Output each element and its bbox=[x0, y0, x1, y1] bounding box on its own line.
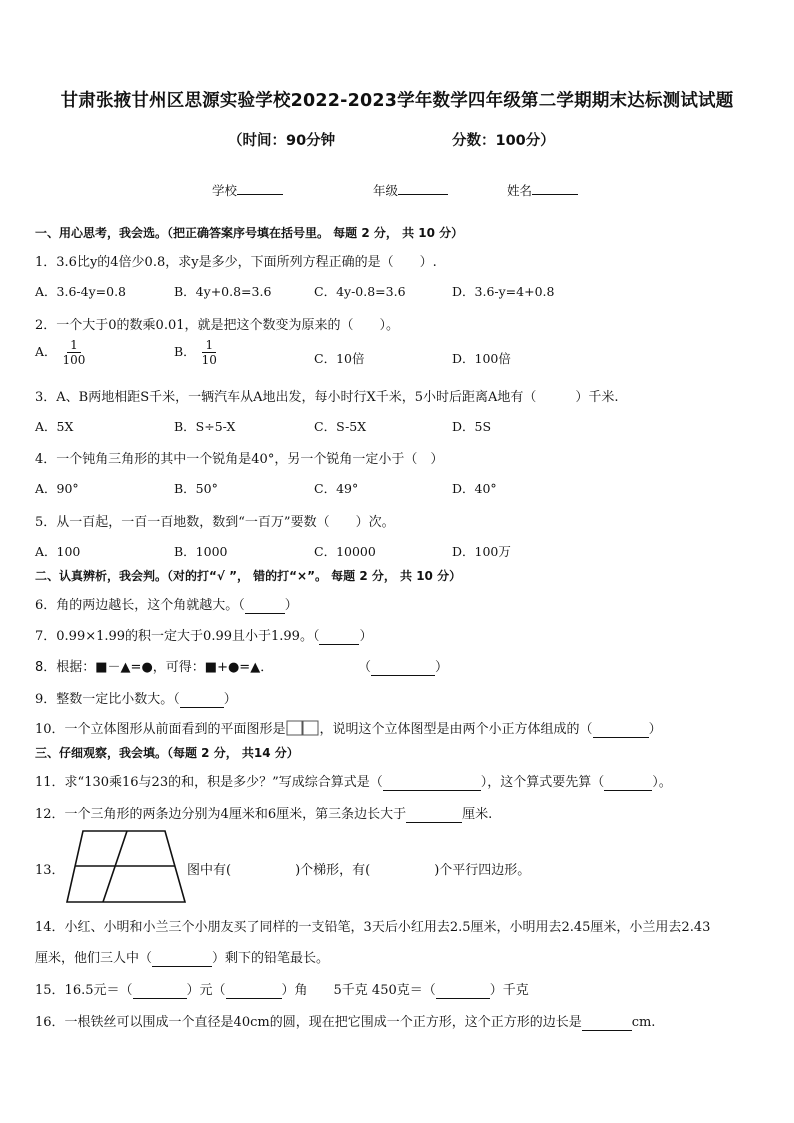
q13-parallelogram-blank[interactable] bbox=[370, 863, 434, 878]
school-blank[interactable] bbox=[237, 182, 283, 195]
q16-unit: cm. bbox=[631, 1015, 656, 1030]
q3-option-d[interactable]: D．5S bbox=[452, 419, 492, 434]
question-6 bbox=[35, 594, 298, 614]
q12-unit: 厘米. bbox=[462, 807, 493, 822]
question-5: 5．从一百起，一百一百地数，数到“一百万”要数（ ）次。 bbox=[35, 515, 395, 530]
question-10 bbox=[35, 718, 662, 738]
name-field[interactable] bbox=[507, 181, 578, 199]
section-1-heading: 一、用心思考，我会选。（把正确答案序号填在括号里。 每题 2 分， 共 10 分） bbox=[35, 226, 464, 240]
page-title: 甘肃张掖甘州区思源实验学校2022-2023学年数学四年级第二学期期末达标测试试题 bbox=[60, 91, 734, 111]
fraction-numerator: 1 bbox=[67, 338, 81, 353]
q4-option-b[interactable]: B．50° bbox=[174, 481, 218, 496]
question-13-number: 13． bbox=[35, 863, 65, 878]
q2-option-d[interactable]: D．100倍 bbox=[452, 351, 511, 366]
question-1: 1．3.6比y的4倍少0.8，求y是多少，下面所列方程正确的是（ ）. bbox=[35, 255, 437, 270]
grade-field[interactable] bbox=[373, 181, 448, 199]
grade-label: 年级 bbox=[373, 183, 399, 198]
question-8: 8．根据：■－▲=●，可得：■+●=▲． bbox=[35, 660, 274, 675]
question-14-line2 bbox=[35, 947, 329, 967]
score-label: 分数：100分） bbox=[452, 133, 555, 149]
q15-yuan-blank[interactable] bbox=[133, 983, 187, 999]
q1-option-d[interactable]: D．3.6-y=4+0.8 bbox=[452, 284, 555, 299]
q15-e: ）千克 bbox=[489, 983, 529, 998]
q11-first-step-blank[interactable] bbox=[604, 775, 652, 791]
q8-open: （ bbox=[358, 660, 372, 675]
q14-end: ）剩下的铅笔最长。 bbox=[212, 951, 330, 966]
q13-trapezoid-blank[interactable] bbox=[231, 863, 295, 878]
q7-stem: 7．0.99×1.99的积一定大于0.99且小于1.99。（ bbox=[35, 629, 320, 644]
question-15 bbox=[35, 979, 529, 999]
fraction-denominator: 100 bbox=[62, 353, 86, 367]
q15-jiao-blank[interactable] bbox=[226, 983, 282, 999]
question-2: 2．一个大于0的数乘0.01，就是把这个数变为原来的（ ）。 bbox=[35, 318, 399, 333]
q1-option-c[interactable]: C．4y-0.8=3.6 bbox=[314, 284, 406, 299]
q10-close: ） bbox=[648, 722, 662, 737]
q1-option-a[interactable]: A．3.6-4y=0.8 bbox=[35, 284, 126, 299]
section-2-heading: 二、认真辨析，我会判。（对的打“√ ”， 错的打“×”。 每题 2 分， 共 10 分） bbox=[35, 569, 462, 583]
question-16 bbox=[35, 1011, 655, 1031]
two-squares-figure bbox=[286, 720, 320, 736]
q8-answer-blank[interactable] bbox=[371, 660, 435, 676]
q4-option-c[interactable]: C．49° bbox=[314, 481, 359, 496]
q11-stem-b: ），这个算式要先算（ bbox=[480, 775, 605, 790]
question-9 bbox=[35, 688, 237, 708]
q6-close: ） bbox=[284, 598, 298, 613]
fraction-numerator: 1 bbox=[202, 338, 216, 353]
q13-text-a: 图中有( bbox=[187, 863, 232, 878]
q12-stem: 12．一个三角形的两条边分别为4厘米和6厘米，第三条边长大于 bbox=[35, 807, 407, 822]
q3-option-a[interactable]: A．5X bbox=[35, 419, 74, 434]
q5-option-a[interactable]: A．100 bbox=[35, 544, 81, 559]
q4-option-a[interactable]: A．90° bbox=[35, 481, 79, 496]
q12-answer-blank[interactable] bbox=[406, 807, 462, 823]
q9-answer-blank[interactable] bbox=[180, 692, 224, 708]
q7-close: ） bbox=[359, 629, 373, 644]
question-14-line1: 14．小红、小明和小兰三个小朋友买了同样的一支铅笔，3天后小红用去2.5厘米，小明用去2.45厘米，小兰用去2.43 bbox=[35, 920, 711, 935]
q3-option-b[interactable]: B．S÷5-X bbox=[174, 419, 236, 434]
q6-answer-blank[interactable] bbox=[245, 598, 285, 614]
q15-b: ）元（ bbox=[186, 983, 226, 998]
q11-stem-a: 11．求“130乘16与23的和，积是多少？”写成综合算式是（ bbox=[35, 775, 383, 790]
q10-stem-b: ，说明这个立体图型是由两个小正方体组成的（ bbox=[319, 722, 593, 737]
q15-kg-blank[interactable] bbox=[436, 983, 490, 999]
question-4: 4．一个钝角三角形的其中一个锐角是40°，另一个锐角一定小于（ ） bbox=[35, 452, 444, 467]
name-blank[interactable] bbox=[532, 182, 578, 195]
question-3: 3．A、B两地相距S千米，一辆汽车从A地出发，每小时行X千米，5小时后距离A地有（ ）千米. bbox=[35, 390, 619, 405]
section-3-heading: 三、仔细观察，我会填。（每题 2 分， 共14 分） bbox=[35, 746, 299, 760]
q2-option-b-fraction bbox=[200, 338, 219, 367]
q15-d: 5千克 450克＝（ bbox=[333, 983, 436, 998]
name-label: 姓名 bbox=[507, 183, 533, 198]
trapezoid-figure bbox=[65, 830, 187, 904]
q14-answer-blank[interactable] bbox=[152, 951, 212, 967]
q2-option-b-label: B． bbox=[174, 344, 196, 359]
q16-stem: 16．一根铁丝可以围成一个直径是40cm的圆，现在把它围成一个正方形，这个正方形的边长是 bbox=[35, 1015, 582, 1030]
fraction-denominator: 10 bbox=[201, 353, 217, 367]
q15-a: 15．16.5元＝（ bbox=[35, 983, 133, 998]
question-13 bbox=[187, 859, 530, 878]
q2-option-c[interactable]: C．10倍 bbox=[314, 351, 365, 366]
q10-answer-blank[interactable] bbox=[593, 722, 649, 738]
q2-option-b[interactable] bbox=[174, 338, 219, 367]
grade-blank[interactable] bbox=[398, 182, 448, 195]
q2-option-a-label: A． bbox=[35, 344, 57, 359]
q8-close: ） bbox=[435, 660, 449, 675]
q16-answer-blank[interactable] bbox=[582, 1015, 632, 1031]
q13-text-b: )个梯形，有( bbox=[295, 863, 371, 878]
q13-text-c: )个平行四边形。 bbox=[434, 863, 531, 878]
time-label: （时间：90分钟 bbox=[228, 133, 336, 149]
q10-stem-a: 10．一个立体图形从前面看到的平面图形是 bbox=[35, 722, 286, 737]
q8-answer bbox=[358, 656, 448, 676]
q9-stem: 9．整数一定比小数大。（ bbox=[35, 692, 180, 707]
question-12 bbox=[35, 803, 492, 823]
q11-close: ）。 bbox=[652, 775, 672, 790]
q6-stem: 6．角的两边越长，这个角就越大。（ bbox=[35, 598, 245, 613]
school-field[interactable] bbox=[212, 181, 283, 199]
school-label: 学校 bbox=[212, 183, 238, 198]
q7-answer-blank[interactable] bbox=[319, 629, 359, 645]
q9-close: ） bbox=[223, 692, 237, 707]
question-11 bbox=[35, 771, 672, 791]
question-7 bbox=[35, 625, 372, 645]
q15-c: ）角 bbox=[281, 983, 308, 998]
q5-option-c[interactable]: C．10000 bbox=[314, 544, 376, 559]
q2-option-a-fraction bbox=[61, 338, 88, 367]
q4-option-d[interactable]: D．40° bbox=[452, 481, 497, 496]
q11-expression-blank[interactable] bbox=[383, 775, 481, 791]
q5-option-d[interactable]: D．100万 bbox=[452, 544, 511, 559]
q2-option-a[interactable] bbox=[35, 338, 87, 367]
q3-option-c[interactable]: C．S-5X bbox=[314, 419, 367, 434]
q1-option-b[interactable]: B．4y+0.8=3.6 bbox=[174, 284, 272, 299]
q5-option-b[interactable]: B．1000 bbox=[174, 544, 228, 559]
q14-stem: 厘米，他们三人中（ bbox=[35, 951, 153, 966]
